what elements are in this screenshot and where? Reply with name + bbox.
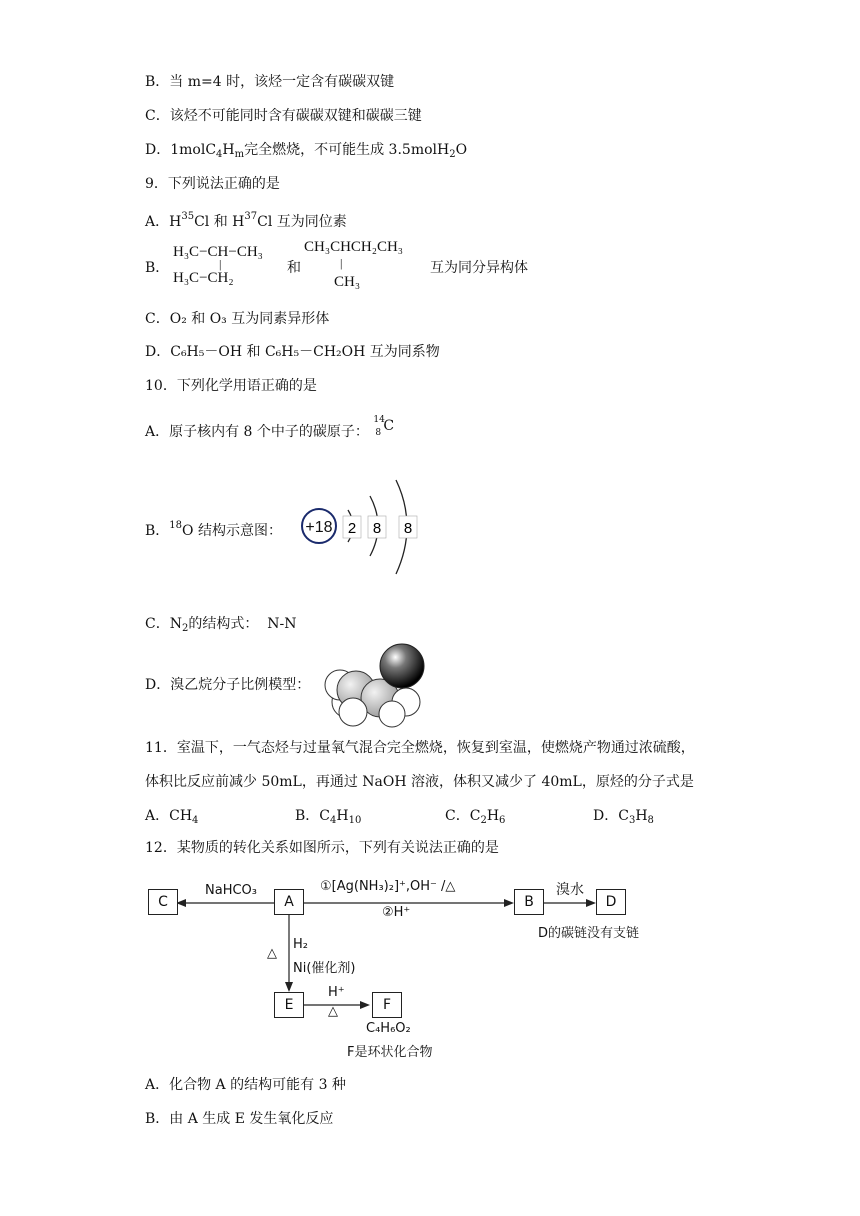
- box-e: E: [274, 992, 304, 1018]
- label-bromine-water: 溴水: [556, 882, 584, 898]
- q9-option-b-prefix: B．: [145, 260, 170, 276]
- shell-count-3: 8: [403, 520, 413, 537]
- shell-count-2: 8: [372, 520, 382, 537]
- struct1-bond: |: [219, 257, 222, 271]
- label-heat-ae: △: [267, 946, 277, 961]
- q11-option-b: B．$C_4H_{10}$: [295, 808, 362, 826]
- label-tollens: ①[Ag(NH₃)₂]⁺,OH⁻ /△: [320, 879, 456, 894]
- br-atom: [380, 644, 424, 688]
- q10-stem: 10．下列化学用语正确的是: [145, 378, 317, 394]
- q12-stem: 12．某物质的转化关系如图所示，下列有关说法正确的是: [145, 840, 499, 856]
- box-a: A: [274, 889, 304, 915]
- note-f: F是环状化合物: [347, 1045, 433, 1060]
- arrowhead-d: [586, 899, 596, 907]
- label-acidify: ②H⁺: [382, 905, 411, 920]
- q10-option-c: C．$N_2$的结构式： N-N: [145, 616, 297, 634]
- q10-option-b: B．$^{18}$O 结构示意图：: [145, 520, 282, 539]
- arrowhead-e: [285, 982, 293, 992]
- box-d: D: [596, 889, 626, 915]
- struct2-top: CH₃CHCH₂CH₃: [304, 239, 404, 255]
- q10-option-a: A．原子核内有 8 个中子的碳原子： 14 8 C: [145, 416, 397, 442]
- q9-option-d: D．C₆H₅－OH 和 C₆H₅－CH₂OH 互为同系物: [145, 344, 440, 360]
- q11-option-d: D．$C_3H_8$: [593, 808, 654, 826]
- q9-option-b-suffix: 互为同分异构体: [430, 260, 528, 276]
- q12-option-a: A．化合物 A 的结构可能有 3 种: [145, 1077, 346, 1093]
- q9-option-a: A．$H^{35}Cl$ 和 $H^{37}Cl$ 互为同位素: [145, 211, 347, 230]
- struct2-bond: |: [340, 256, 343, 270]
- label-h2: H₂: [293, 937, 308, 952]
- q10-option-d: D．溴乙烷分子比例模型：: [145, 677, 311, 693]
- q9-and: 和: [287, 260, 301, 276]
- struct2-bottom: CH₃: [334, 274, 361, 290]
- h-atom-3: [339, 698, 367, 726]
- q8-option-d: D．$1molC_4H_m$完全燃烧，不可能生成 3.5molH$_2$O: [145, 142, 468, 160]
- q11-stem-line1: 11．室温下，一气态烃与过量氧气混合完全燃烧，恢复到室温，使燃烧产物通过浓硫酸，: [145, 740, 695, 756]
- label-nahco3: NaHCO₃: [205, 883, 257, 898]
- nucleus-charge: +18: [305, 519, 333, 536]
- label-heat-ef: △: [328, 1004, 338, 1019]
- struct1-top: H₃C−CH−CH₃: [173, 244, 263, 260]
- box-f: F: [372, 992, 402, 1018]
- q11-option-c: C．$C_2H_6$: [445, 808, 506, 826]
- q9-option-c: C．O₂ 和 O₃ 互为同素异形体: [145, 311, 330, 327]
- label-ni-catalyst: Ni(催化剂): [293, 961, 356, 976]
- shell-count-1: 2: [347, 520, 357, 537]
- bromoethane-space-filling-model: [318, 640, 433, 730]
- q9-stem: 9．下列说法正确的是: [145, 176, 280, 192]
- label-h-plus: H⁺: [328, 985, 345, 1000]
- h-atom-5: [379, 701, 405, 727]
- box-b: B: [514, 889, 544, 915]
- q11-option-a: A．$CH_4$: [145, 808, 199, 826]
- arrowhead-b: [504, 899, 514, 907]
- label-f-formula: C₄H₆O₂: [366, 1021, 411, 1036]
- q8-option-c: C．该烃不可能同时含有碳碳双键和碳碳三键: [145, 108, 422, 124]
- note-d: D的碳链没有支链: [538, 926, 640, 941]
- box-c: C: [148, 889, 178, 915]
- q11-stem-line2: 体积比反应前减少 50mL，再通过 NaOH 溶液，体积又减少了 40mL，原烃的分子式是: [145, 774, 694, 790]
- q12-option-b: B．由 A 生成 E 发生氧化反应: [145, 1111, 334, 1127]
- carbon-nuclide: 14 8 C: [373, 415, 395, 438]
- arrowhead-f: [360, 1001, 370, 1009]
- atomic-structure-diagram: [290, 470, 430, 580]
- q8-option-b: B．当 m=4 时，该烃一定含有碳碳双键: [145, 74, 395, 90]
- struct1-bottom: H₃C−CH₂: [173, 270, 234, 286]
